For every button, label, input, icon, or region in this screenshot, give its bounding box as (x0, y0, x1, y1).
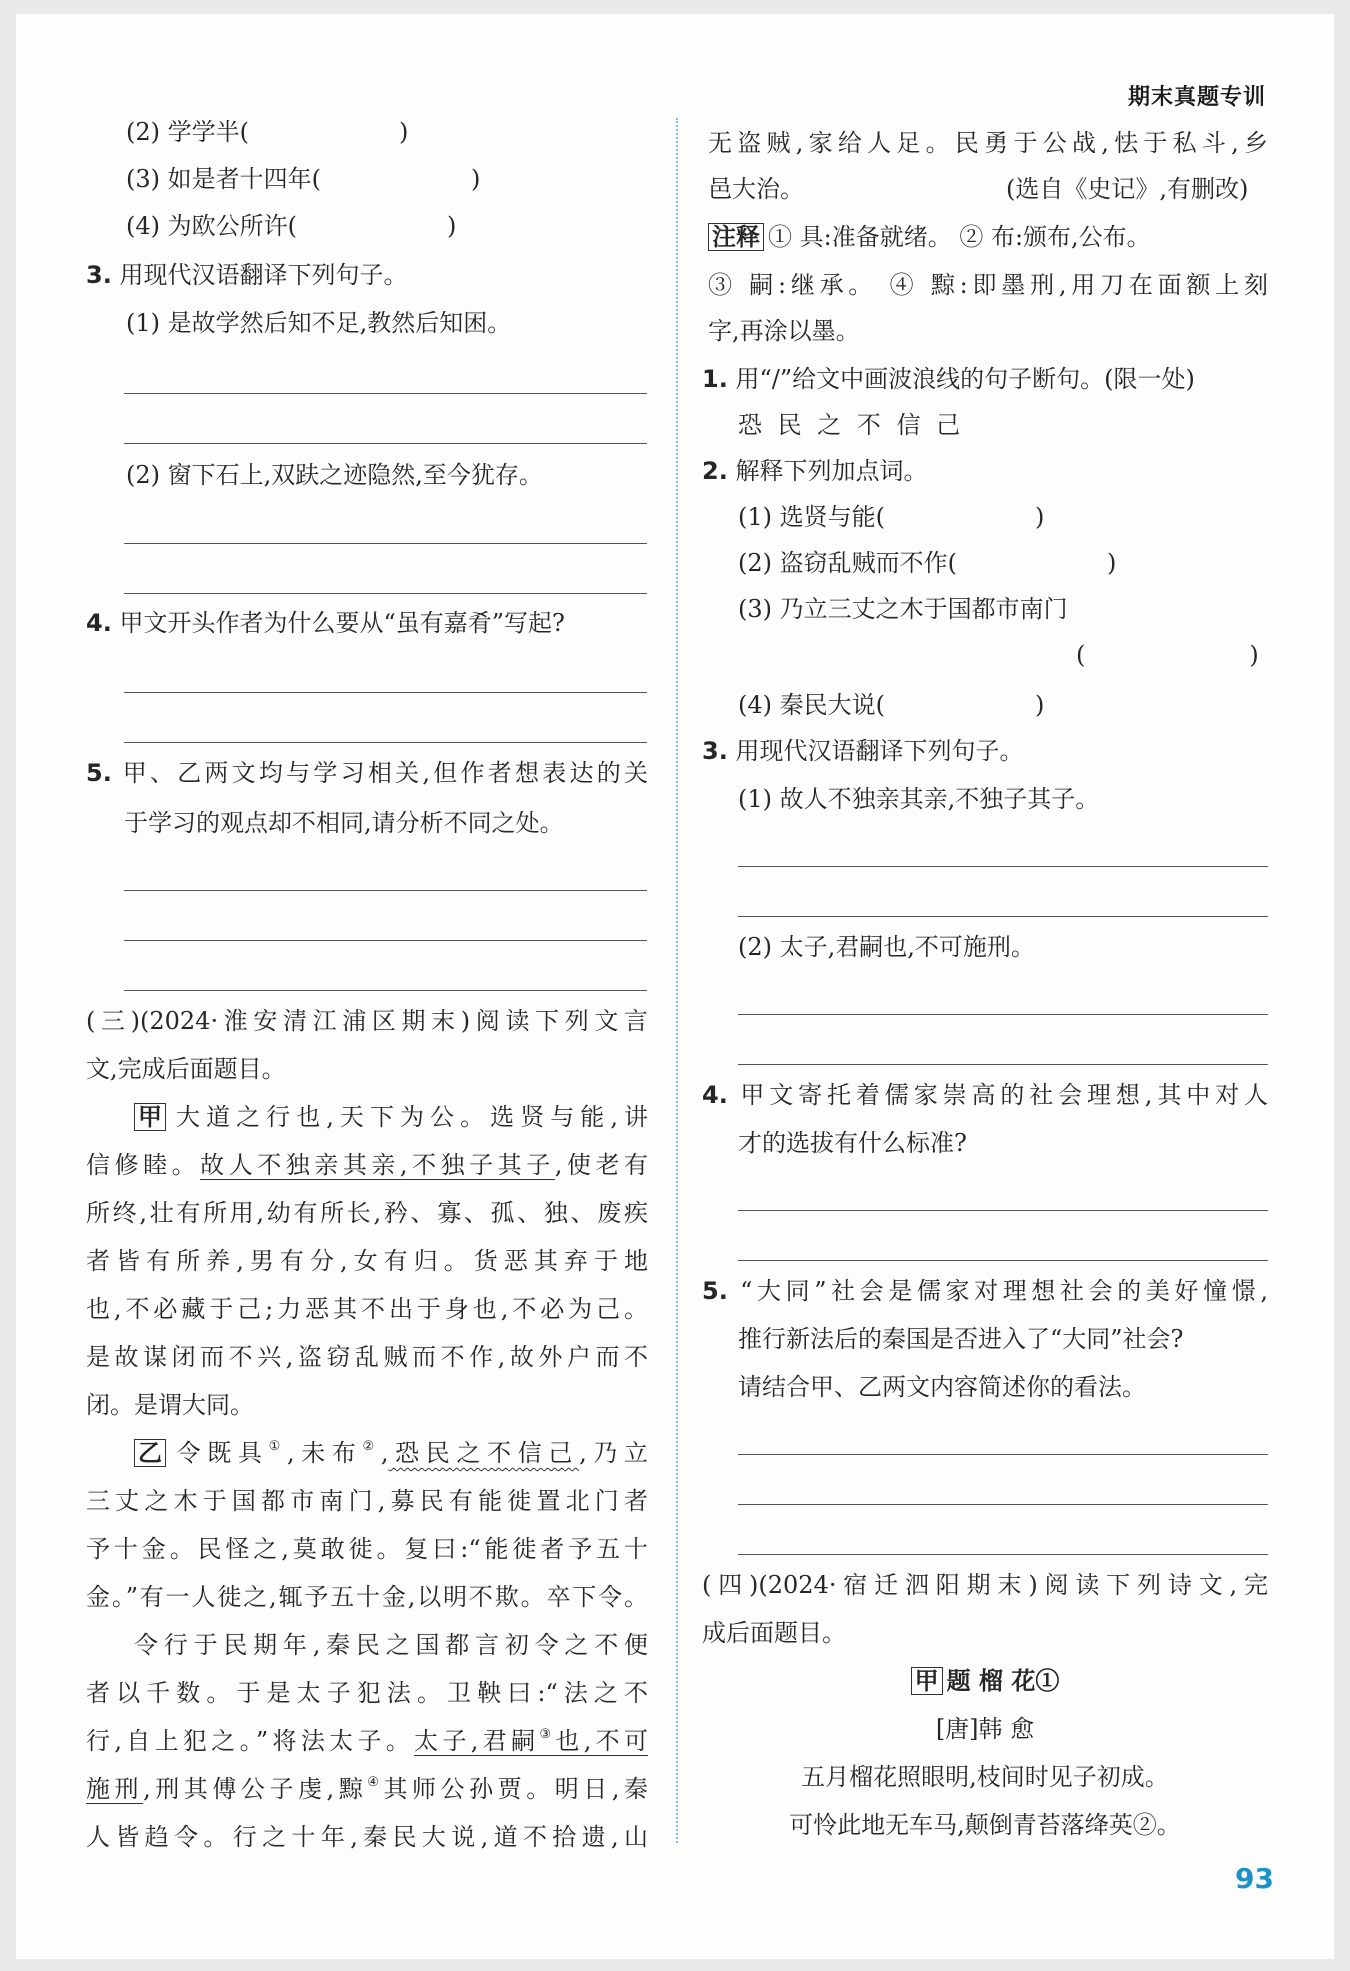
left-q3-sentence-2: (2) 窗下石上,双趺之迹隐然,至今犹存。 (126, 461, 543, 489)
answer-line[interactable] (124, 742, 647, 743)
answer-line[interactable] (738, 916, 1268, 917)
answer-line[interactable] (124, 393, 647, 394)
right-q3: 3. 用现代汉语翻译下列句子。 (702, 737, 1024, 765)
right-q2-item: (1) 选贤与能( ) (738, 503, 1045, 531)
jia-text-line: 甲 大道之行也,天下为公。选贤与能,讲 (134, 1100, 648, 1134)
yi-text-line: 行,自上犯之。”将法太子。太子,君嗣③也,不可 (86, 1727, 648, 1755)
answer-line[interactable] (124, 890, 647, 891)
answer-line[interactable] (124, 692, 647, 693)
source-citation: (选自《史记》,有删改) (1006, 175, 1249, 203)
right-q2-item: (2) 盗窃乱贼而不作( ) (738, 549, 1117, 577)
right-q2-item: (3) 乃立三丈之木于国都市南门 (738, 595, 1068, 623)
section3-intro: (三)(2024·淮安清江浦区期末)阅读下列文言 (86, 1007, 648, 1035)
poem-author: [唐]韩 愈 (935, 1715, 1035, 1743)
right-q3-sentence-2: (2) 太子,君嗣也,不可施刑。 (738, 933, 1035, 961)
left-q3-sentence-1: (1) 是故学然后知不足,教然后知困。 (126, 309, 512, 337)
poem-line: 可怜此地无车马,颠倒青苔落绛英②。 (789, 1811, 1181, 1839)
notes-line: ③ 嗣:继承。 ④ 黥:即墨刑,用刀在面额上刻 (708, 271, 1268, 299)
answer-line[interactable] (124, 443, 647, 444)
answer-paren: ( ) (1076, 641, 1259, 669)
yi-text-line: 三丈之木于国都市南门,募民有能徙置北门者 (86, 1487, 648, 1515)
punctuation-sentence: 恐 民 之 不 信 己 (738, 411, 965, 439)
yi-text-line: 金。”有一人徙之,辄予五十金,以明不欺。卒下令。 (86, 1583, 648, 1611)
notes-line: 字,再涂以墨。 (708, 317, 860, 345)
answer-line[interactable] (738, 1260, 1268, 1261)
right-q2-item: (4) 秦民大说( ) (738, 691, 1045, 719)
page-number: 93 (1235, 1862, 1274, 1895)
yi-continued-line: 邑大治。 (708, 175, 804, 203)
right-q5-line2: 推行新法后的秦国是否进入了“大同”社会? (738, 1325, 1184, 1353)
section4-intro: (四)(2024·宿迁泗阳期末)阅读下列诗文,完 (702, 1571, 1268, 1599)
left-q5-line1: 5. 甲、乙两文均与学习相关,但作者想表达的关 (86, 759, 648, 787)
notes-tag: 注释 (708, 223, 764, 251)
section3-intro-2: 文,完成后面题目。 (86, 1055, 286, 1083)
right-q5-line3: 请结合甲、乙两文内容简述你的看法。 (738, 1373, 1146, 1401)
yi-continued-line: 无盗贼,家给人足。民勇于公战,怯于私斗,乡 (708, 129, 1268, 157)
answer-line[interactable] (738, 1554, 1268, 1555)
left-q4: 4. 甲文开头作者为什么要从“虽有嘉肴”写起? (86, 609, 565, 637)
answer-line[interactable] (738, 1454, 1268, 1455)
jia-text-line: 也,不必藏于己;力恶其不出于身也,不必为己。 (86, 1295, 648, 1323)
right-q1: 1. 用“/”给文中画波浪线的句子断句。(限一处) (702, 365, 1195, 393)
yi-text-line: 者以千数。于是太子犯法。卫鞅曰:“法之不 (86, 1679, 648, 1707)
yi-text-line: 令行于民期年,秦民之国都言初令之不便 (134, 1631, 648, 1659)
jia-text-line: 信修睦。故人不独亲其亲,不独子其子,使老有 (86, 1151, 649, 1179)
yi-text-line: 人皆趋令。行之十年,秦民大说,道不拾遗,山 (86, 1823, 648, 1851)
left-q5-line2: 于学习的观点却不相同,请分析不同之处。 (124, 809, 564, 837)
answer-line[interactable] (124, 940, 647, 941)
jia-text-line: 所终,壮有所用,幼有所长,矜、寡、孤、独、废疾 (86, 1199, 648, 1227)
right-q3-sentence-1: (1) 故人不独亲其亲,不独子其子。 (738, 785, 1100, 813)
answer-line[interactable] (124, 593, 647, 594)
section4-intro-2: 成后面题目。 (702, 1619, 846, 1647)
q2-item-2: (2) 学学半( ) (126, 118, 409, 146)
right-q2: 2. 解释下列加点词。 (702, 457, 928, 485)
poem-line: 五月榴花照眼明,枝间时见子初成。 (801, 1763, 1169, 1791)
answer-line[interactable] (738, 1014, 1268, 1015)
yi-text-line: 乙 令既具①,未布②,恐民之不信己,乃立 (134, 1436, 648, 1470)
right-q4-line1: 4. 甲文寄托着儒家崇高的社会理想,其中对人 (702, 1081, 1268, 1109)
right-column (676, 0, 1350, 1971)
poem-title: 甲 题 榴 花① (702, 1664, 1268, 1698)
jia-tag: 甲 (134, 1103, 166, 1131)
answer-line[interactable] (738, 1064, 1268, 1065)
jia-text-line: 闭。是谓大同。 (86, 1391, 254, 1419)
right-q5-line1: 5. “大同”社会是儒家对理想社会的美好憧憬, (702, 1277, 1268, 1305)
yi-tag: 乙 (134, 1439, 166, 1467)
page-header: 期末真题专训 (1127, 85, 1266, 110)
left-q3-stem: 3. 用现代汉语翻译下列句子。 (86, 261, 408, 289)
q2-item-4: (4) 为欧公所许( ) (126, 212, 457, 240)
notes-line: 注释 ① 具:准备就绪。 ② 布:颁布,公布。 (708, 220, 1151, 254)
jia-text-line: 者皆有所养,男有分,女有归。货恶其弃于地 (86, 1247, 648, 1275)
yi-text-line: 施刑,刑其傅公子虔,黥④其师公孙贾。明日,秦 (86, 1775, 648, 1803)
right-q4-line2: 才的选拔有什么标准? (738, 1129, 967, 1157)
answer-line[interactable] (738, 866, 1268, 867)
q2-item-3: (3) 如是者十四年( ) (126, 165, 481, 193)
poem-tag: 甲 (911, 1667, 943, 1695)
answer-line[interactable] (124, 990, 647, 991)
jia-text-line: 是故谋闭而不兴,盗窃乱贼而不作,故外户而不 (86, 1343, 648, 1371)
answer-line[interactable] (738, 1210, 1268, 1211)
answer-line[interactable] (124, 543, 647, 544)
answer-line[interactable] (738, 1504, 1268, 1505)
yi-text-line: 予十金。民怪之,莫敢徙。复曰:“能徙者予五十 (86, 1535, 648, 1563)
